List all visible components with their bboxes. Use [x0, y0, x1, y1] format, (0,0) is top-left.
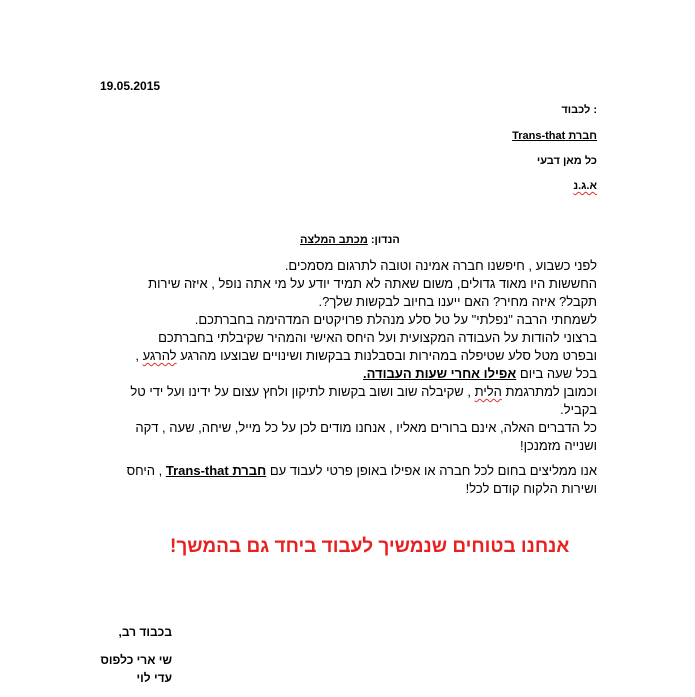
recipient-to: לכבוד :: [561, 104, 597, 116]
body-line: [97, 462, 597, 480]
company-name: Trans-that: [512, 130, 566, 142]
recipient-agag: [573, 180, 597, 192]
misspelled-word: להרגע: [142, 348, 177, 363]
body-text: אנו ממליצים בחום לכל חברה או אפילו באופן פרטי לעבוד עם: [266, 463, 597, 478]
translator-name: הלית: [474, 384, 502, 399]
closing-statement: אנחנו בטוחים שנמשיך לעבוד ביחד גם בהמשך!: [170, 536, 570, 557]
emphasis-text: אפילו אחרי שעות העבודה.: [363, 366, 517, 381]
signature-name-2: עדי לוי: [136, 671, 172, 685]
body-line: לפני כשבוע , חיפשנו חברה אמינה וטובה לתרגום מסמכים.: [284, 258, 597, 273]
body-line: בקביל.: [560, 402, 597, 417]
body-line: החששות היו מאוד גדולים, משום שאתה לא תמיד יודע על מי אתה נופל , איזה שירות: [148, 276, 597, 291]
body-line: ברצוני להודות על העבודה המקצועית ועל היחס האישי והמהיר שקיבלתי בחברתכם: [158, 330, 597, 345]
body-line: [97, 347, 597, 365]
company-mention: חברת Trans-that: [165, 463, 267, 478]
body-text: ובפרט מטל סלע שטיפלה במהירות ובסבלנות בבקשות ושינויים שבוצעו מהרגע: [180, 348, 597, 363]
signature-name-1: שי ארי כלפוס: [100, 653, 172, 667]
body-line: [97, 365, 597, 383]
body-line: תקבל? איזה מחיר? האם ייענו בחיוב לבקשות שלך?.: [318, 294, 597, 309]
body-line: ושירות הלקוח קודם לכל!: [465, 481, 597, 496]
body-line: לשמחתי הרבה "נפלתי" על טל סלע מנהלת פרויקטים המדהימה בחברתכם.: [194, 312, 597, 327]
body-text: , היחס: [126, 463, 166, 478]
recipient-contact: כל מאן דבעי: [536, 155, 597, 167]
subject-label: הנדון:: [370, 234, 400, 246]
body-text: , שקיבלה שוב ושוב בקשות לתיקון ולחץ עצום על ידינו ועל ידי טל: [130, 384, 475, 399]
body-line: [97, 383, 597, 401]
signature-closing: בכבוד רב,: [118, 625, 172, 639]
recipient-company: [512, 130, 597, 142]
body-line: ושנייה מזמנכן!: [520, 438, 597, 453]
body-text: וכמובן למתרגמת: [501, 384, 597, 399]
agag-text: א.ג.נ: [573, 180, 597, 192]
body-text: בכל שעה ביום: [516, 366, 597, 381]
body-text: ,: [135, 348, 143, 363]
body-line: כל הדברים האלה, אינם ברורים מאליו , אנחנו מודים לכן על כל מייל, שיחה, שעה , דקה: [135, 420, 597, 435]
subject-text: מכתב המלצה: [300, 234, 368, 246]
letter-subject: [300, 234, 400, 246]
letter-body: [97, 257, 597, 498]
company-prefix: חברת: [568, 130, 597, 142]
letter-date: 19.05.2015: [100, 79, 161, 93]
